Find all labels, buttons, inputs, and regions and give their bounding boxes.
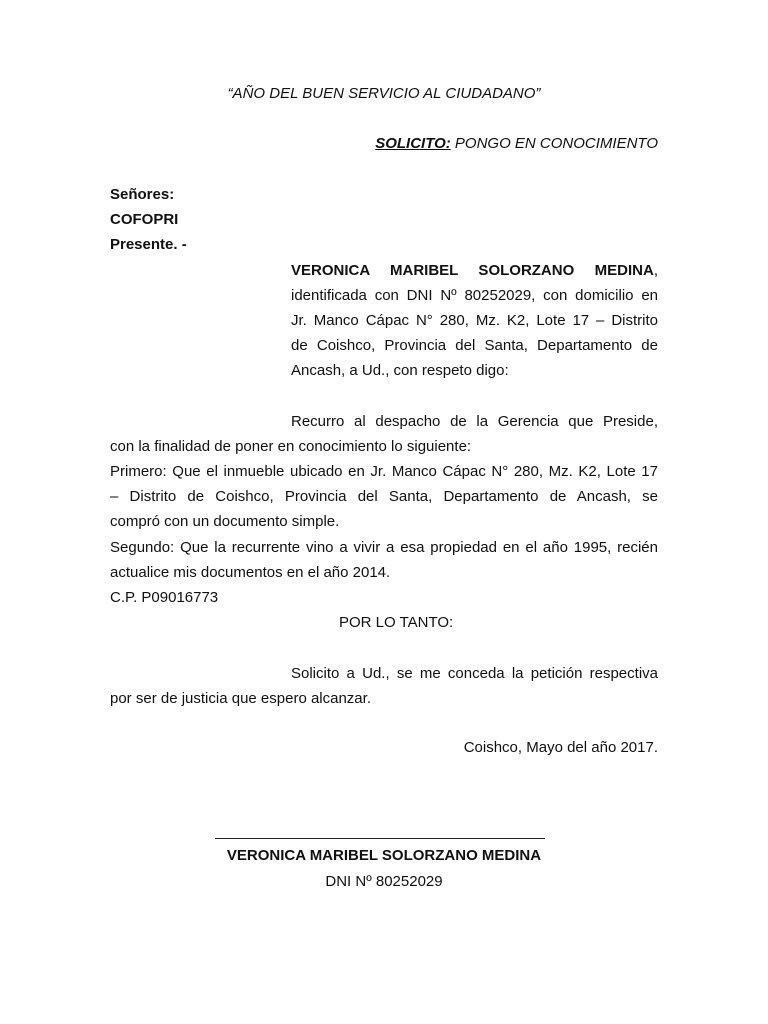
intro-line-5: Ancash, a Ud., con respeto digo: xyxy=(291,362,509,379)
addressee-presente: Presente. - xyxy=(110,236,187,253)
place-date: Coishco, Mayo del año 2017. xyxy=(463,739,658,756)
intro-line-4: de Coishco, Provincia del Santa, Departamento de xyxy=(291,337,658,354)
applicant-name-comma: , xyxy=(653,262,658,279)
primero-line-3: compró con un documento simple. xyxy=(110,513,340,530)
applicant-name: VERONICA MARIBEL SOLORZANO MEDINA xyxy=(291,262,654,279)
intro-name-line xyxy=(291,262,658,279)
body-p1-line-2: con la finalidad de poner en conocimiento lo siguiente: xyxy=(110,438,472,455)
petition-line-2: por ser de justicia que espero alcanzar. xyxy=(110,690,371,707)
primero-line-1: Primero: Que el inmueble ubicado en Jr. Manco Cápac N° 280, Mz. K2, Lote 17 xyxy=(110,463,658,480)
segundo-line-1: Segundo: Que la recurrente vino a vivir a esa propiedad en el año 1995, recién xyxy=(110,539,658,556)
primero-line-2: – Distrito de Coishco, Provincia del Santa, Departamento de Ancash, se xyxy=(110,488,658,505)
solicito-subject: PONGO EN CONOCIMIENTO xyxy=(450,135,658,152)
signature-dni: DNI Nº 80252029 xyxy=(325,873,443,890)
body-p1-line-1: Recurro al despacho de la Gerencia que Preside, xyxy=(291,413,658,430)
intro-line-2: identificada con DNI Nº 80252029, con domicilio en xyxy=(291,287,658,304)
year-motto: “AÑO DEL BUEN SERVICIO AL CIUDADANO” xyxy=(227,85,541,102)
addressee-org: COFOPRI xyxy=(110,211,179,228)
signature-name: VERONICA MARIBEL SOLORZANO MEDINA xyxy=(226,847,542,864)
intro-line-3: Jr. Manco Cápac N° 280, Mz. K2, Lote 17 – Distrito xyxy=(291,312,658,329)
petition-line-1: Solicito a Ud., se me conceda la petición respectiva xyxy=(291,665,658,682)
segundo-line-2: actualice mis documentos en el año 2014. xyxy=(110,564,391,581)
cp-code: C.P. P09016773 xyxy=(110,589,219,606)
por-lo-tanto: POR LO TANTO: xyxy=(339,614,454,631)
signature-line xyxy=(215,838,545,839)
addressee-senores: Señores: xyxy=(110,186,175,203)
solicito-heading xyxy=(375,135,658,152)
solicito-label: SOLICITO: xyxy=(375,135,451,152)
